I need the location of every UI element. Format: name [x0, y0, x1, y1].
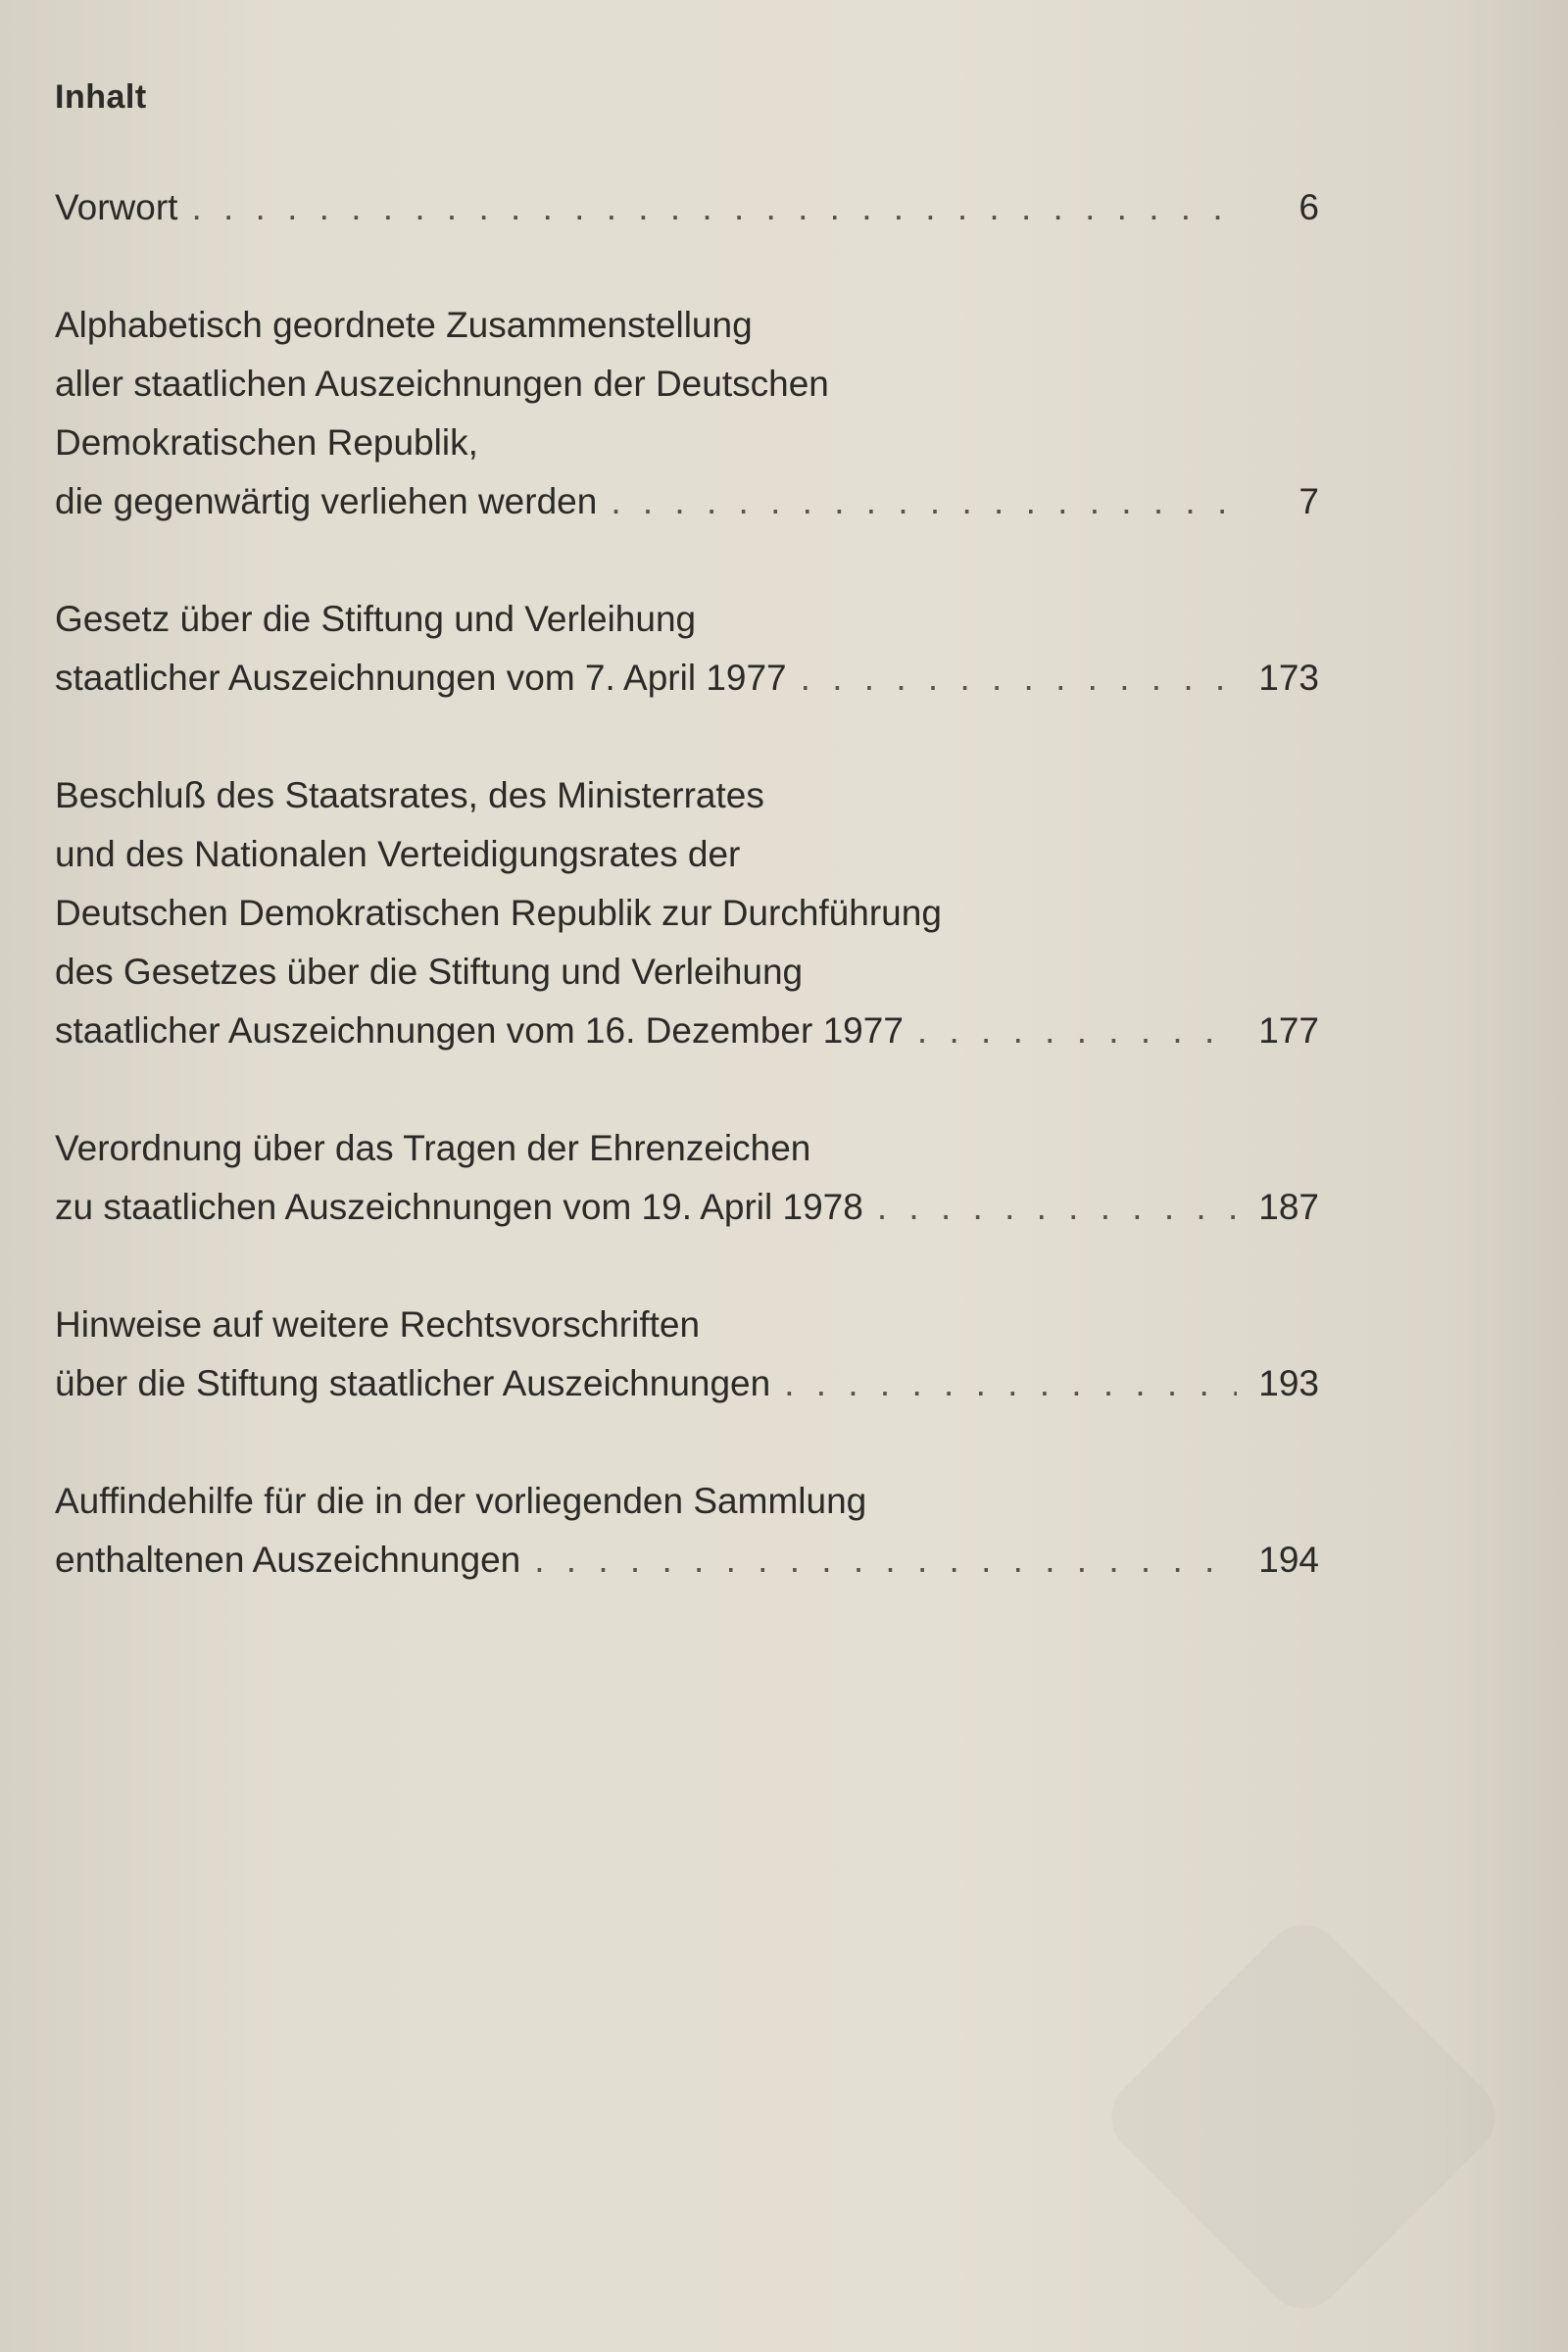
toc-entry-title-line: Hinweise auf weitere Rechtsvorschriften	[55, 1304, 701, 1345]
dot-leader	[877, 1178, 1237, 1237]
toc-entry-title-line: Verordnung über das Tragen der Ehrenzeichen	[55, 1128, 811, 1168]
toc-entry-title-line: Alphabetisch geordnete Zusammenstellung	[55, 305, 753, 345]
dot-leader	[784, 1354, 1237, 1413]
toc-entry-final-line	[55, 1531, 1319, 1590]
toc-entry-title-line: aller staatlichen Auszeichnungen der Deutschen	[55, 364, 829, 404]
toc-entry-gesetz	[55, 590, 1319, 708]
toc-page-number: 6	[1298, 187, 1319, 227]
table-of-contents	[55, 178, 1319, 1648]
dot-leader	[611, 472, 1237, 531]
toc-entry-title-line: Vorwort	[55, 187, 178, 227]
toc-entry-title-line: des Gesetzes über die Stiftung und Verleihung	[55, 952, 804, 992]
toc-page-number: 7	[1298, 481, 1319, 521]
toc-page-number: 194	[1258, 1540, 1319, 1580]
toc-entry-title-line: Auffindehilfe für die in der vorliegenden Sammlung	[55, 1481, 867, 1521]
toc-entry-final-line	[55, 649, 1319, 708]
toc-entry-auffindehilfe	[55, 1472, 1319, 1590]
toc-page-number: 177	[1258, 1010, 1319, 1051]
toc-page-number: 193	[1258, 1363, 1319, 1403]
bleed-through-shape	[1096, 1909, 1511, 2325]
toc-entry-title-line: zu staatlichen Auszeichnungen vom 19. April 1978	[55, 1187, 863, 1227]
toc-entry-final-line	[55, 472, 1319, 531]
toc-entry-title-line: Beschluß des Staatsrates, des Ministerrates	[55, 775, 764, 815]
toc-entry-title-line: die gegenwärtig verliehen werden	[55, 481, 598, 521]
dot-leader	[191, 178, 1237, 237]
toc-entry-title-line: über die Stiftung staatlicher Auszeichnungen	[55, 1363, 771, 1403]
toc-entry-title-line: staatlicher Auszeichnungen vom 7. April 1977	[55, 658, 787, 698]
toc-entry-final-line	[55, 1354, 1319, 1413]
toc-entry-title-line: Demokratischen Republik,	[55, 422, 478, 463]
page-title: Inhalt	[55, 78, 147, 116]
toc-entry-title-line: Gesetz über die Stiftung und Verleihung	[55, 599, 697, 639]
dot-leader	[801, 649, 1237, 708]
toc-entry-hinweise	[55, 1296, 1319, 1413]
toc-entry-title-line: Deutschen Demokratischen Republik zur Durchführung	[55, 893, 942, 933]
toc-entry-final-line	[55, 178, 1319, 237]
toc-entry-final-line	[55, 1178, 1319, 1237]
toc-entry-beschluss	[55, 766, 1319, 1060]
toc-entry-verordnung	[55, 1119, 1319, 1237]
toc-entry-title-line: enthaltenen Auszeichnungen	[55, 1540, 521, 1580]
toc-entry-final-line	[55, 1002, 1319, 1060]
toc-page-number: 187	[1258, 1187, 1319, 1227]
toc-entry-vorwort	[55, 178, 1319, 237]
toc-entry-title-line: und des Nationalen Verteidigungsrates der	[55, 834, 741, 874]
dot-leader	[917, 1002, 1237, 1060]
dot-leader	[534, 1531, 1237, 1590]
toc-entry-title-line: staatlicher Auszeichnungen vom 16. Dezember 1977	[55, 1010, 904, 1051]
toc-page-number: 173	[1258, 658, 1319, 698]
toc-entry-zusammenstellung	[55, 296, 1319, 531]
